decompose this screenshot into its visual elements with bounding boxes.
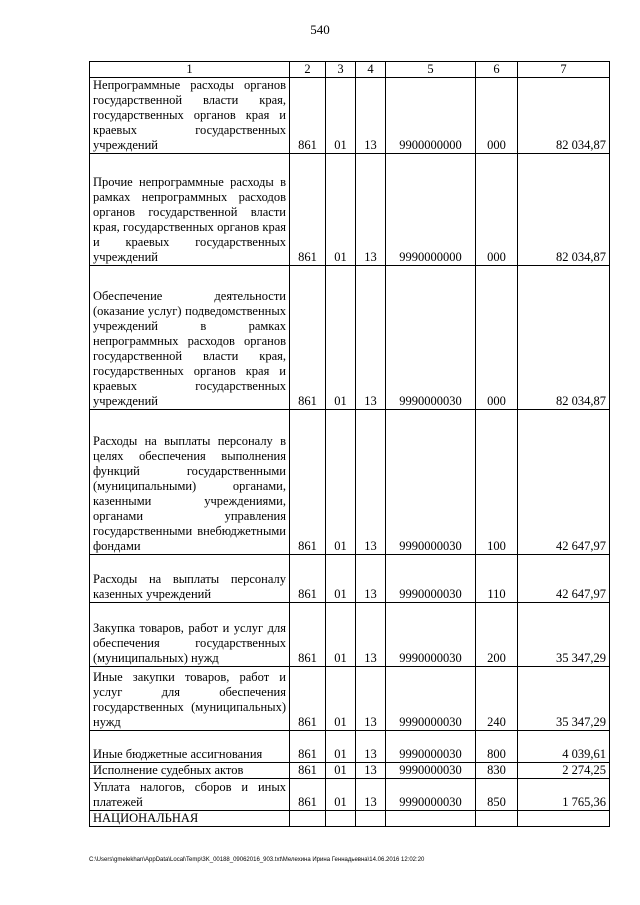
row-rz: 01 xyxy=(326,667,356,731)
row-rz: 01 xyxy=(326,410,356,555)
row-ved xyxy=(290,811,326,827)
row-vr: 000 xyxy=(476,78,518,154)
row-pr: 13 xyxy=(356,78,386,154)
header-cell: 3 xyxy=(326,62,356,78)
row-name: Иные бюджетные ассигнования xyxy=(90,731,290,763)
footer-path: C:\Users\gmelekhan\AppData\Local\Temp\3K_00188_09062016_903.txt\Мелехина Ирина Геннадьевна\14.06.2016 12:02:20 xyxy=(89,857,425,863)
row-name: Непрограммные расходы органов государственной власти края, государственных органов края и краевых государственных учреждений xyxy=(90,78,290,154)
table-row xyxy=(90,78,610,154)
row-ved: 861 xyxy=(290,154,326,266)
row-pr xyxy=(356,811,386,827)
row-name: Закупка товаров, работ и услуг для обеспечения государственных (муниципальных) нужд xyxy=(90,603,290,667)
row-csr: 9990000030 xyxy=(386,266,476,410)
row-rz: 01 xyxy=(326,555,356,603)
table-row xyxy=(90,410,610,555)
row-sum: 82 034,87 xyxy=(518,266,610,410)
row-rz: 01 xyxy=(326,78,356,154)
page-number: 540 xyxy=(310,22,330,37)
row-pr: 13 xyxy=(356,667,386,731)
header-cell: 5 xyxy=(386,62,476,78)
table-row xyxy=(90,154,610,266)
row-name: Иные закупки товаров, работ и услуг для обеспечения государственных (муниципальных) нужд xyxy=(90,667,290,731)
row-sum: 35 347,29 xyxy=(518,603,610,667)
row-pr: 13 xyxy=(356,603,386,667)
row-vr: 240 xyxy=(476,667,518,731)
row-pr: 13 xyxy=(356,731,386,763)
table-row xyxy=(90,603,610,667)
row-name: Обеспечение деятельности (оказание услуг) подведомственных учреждений в рамках непрограммных расходов органов государственной власти края, государственных органов края и краевых государственных учреждений xyxy=(90,266,290,410)
row-pr: 13 xyxy=(356,266,386,410)
row-csr xyxy=(386,811,476,827)
row-name: Расходы на выплаты персоналу в целях обеспечения выполнения функций государственными (муниципальными) органами, казенными учреждениями, органами управления государственными внебюджетными фондами xyxy=(90,410,290,555)
row-ved: 861 xyxy=(290,266,326,410)
header-row xyxy=(90,62,610,78)
row-vr: 000 xyxy=(476,154,518,266)
row-csr: 9990000030 xyxy=(386,603,476,667)
row-sum: 1 765,36 xyxy=(518,779,610,811)
row-ved: 861 xyxy=(290,603,326,667)
row-rz: 01 xyxy=(326,266,356,410)
row-vr: 850 xyxy=(476,779,518,811)
table-row xyxy=(90,731,610,763)
row-vr xyxy=(476,811,518,827)
row-sum: 4 039,61 xyxy=(518,731,610,763)
row-pr: 13 xyxy=(356,154,386,266)
row-ved: 861 xyxy=(290,410,326,555)
row-name: Исполнение судебных актов xyxy=(90,763,290,779)
row-vr: 800 xyxy=(476,731,518,763)
row-csr: 9990000030 xyxy=(386,555,476,603)
row-vr: 000 xyxy=(476,266,518,410)
row-pr: 13 xyxy=(356,555,386,603)
row-vr: 110 xyxy=(476,555,518,603)
row-sum: 42 647,97 xyxy=(518,410,610,555)
row-rz: 01 xyxy=(326,154,356,266)
row-sum: 82 034,87 xyxy=(518,78,610,154)
table-row xyxy=(90,763,610,779)
row-ved: 861 xyxy=(290,667,326,731)
header-cell: 2 xyxy=(290,62,326,78)
row-vr: 100 xyxy=(476,410,518,555)
header-cell: 4 xyxy=(356,62,386,78)
row-rz: 01 xyxy=(326,779,356,811)
table-row xyxy=(90,779,610,811)
row-csr: 9990000000 xyxy=(386,154,476,266)
row-rz: 01 xyxy=(326,763,356,779)
row-csr: 9990000030 xyxy=(386,667,476,731)
row-name: Уплата налогов, сборов и иных платежей xyxy=(90,779,290,811)
row-ved: 861 xyxy=(290,731,326,763)
row-ved: 861 xyxy=(290,763,326,779)
table-row xyxy=(90,667,610,731)
header-cell: 7 xyxy=(518,62,610,78)
row-pr: 13 xyxy=(356,410,386,555)
row-pr: 13 xyxy=(356,779,386,811)
row-name: Расходы на выплаты персоналу казенных учреждений xyxy=(90,555,290,603)
table-row xyxy=(90,266,610,410)
header-cell: 6 xyxy=(476,62,518,78)
row-name: Прочие непрограммные расходы в рамках непрограммных расходов органов государственной власти края, государственных органов края и краевых государственных учреждений xyxy=(90,154,290,266)
row-csr: 9990000030 xyxy=(386,763,476,779)
row-csr: 9990000030 xyxy=(386,779,476,811)
row-sum xyxy=(518,811,610,827)
budget-table xyxy=(89,61,610,827)
row-sum: 82 034,87 xyxy=(518,154,610,266)
row-rz xyxy=(326,811,356,827)
row-csr: 9900000000 xyxy=(386,78,476,154)
row-sum: 2 274,25 xyxy=(518,763,610,779)
row-vr: 830 xyxy=(476,763,518,779)
row-csr: 9990000030 xyxy=(386,731,476,763)
header-cell: 1 xyxy=(90,62,290,78)
row-ved: 861 xyxy=(290,78,326,154)
row-rz: 01 xyxy=(326,603,356,667)
table-row xyxy=(90,555,610,603)
row-vr: 200 xyxy=(476,603,518,667)
table-row xyxy=(90,811,610,827)
row-sum: 42 647,97 xyxy=(518,555,610,603)
row-rz: 01 xyxy=(326,731,356,763)
row-ved: 861 xyxy=(290,555,326,603)
row-pr: 13 xyxy=(356,763,386,779)
row-ved: 861 xyxy=(290,779,326,811)
row-sum: 35 347,29 xyxy=(518,667,610,731)
row-csr: 9990000030 xyxy=(386,410,476,555)
row-name: НАЦИОНАЛЬНАЯ xyxy=(90,811,290,827)
